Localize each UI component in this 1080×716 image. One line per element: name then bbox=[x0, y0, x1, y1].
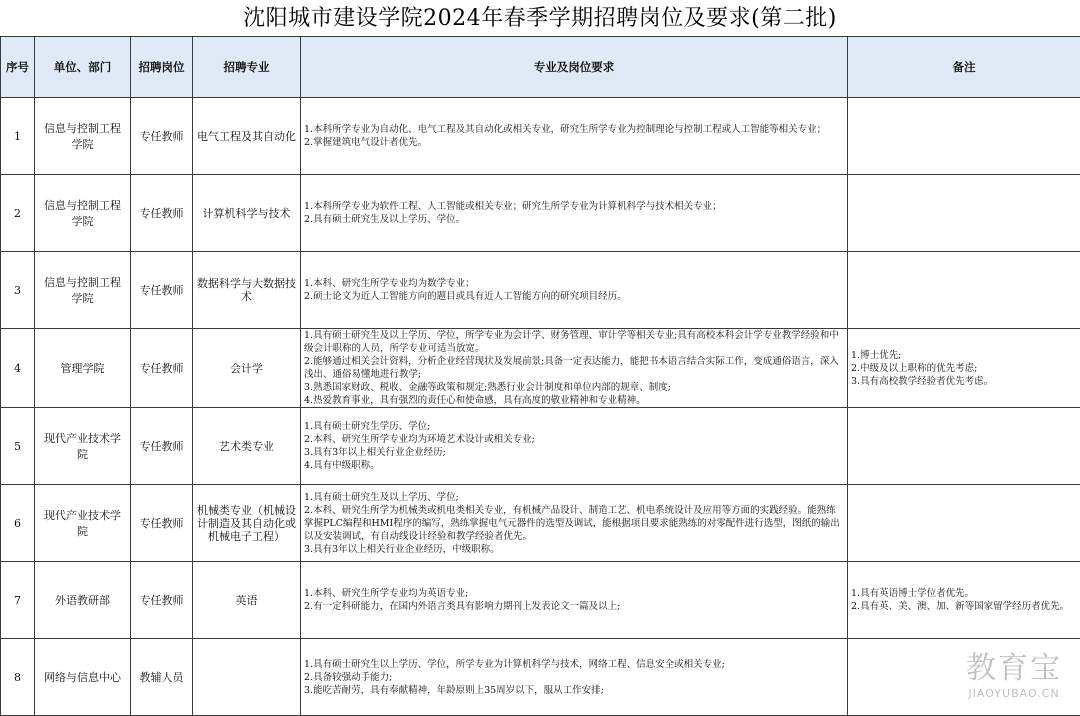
header-requirements: 专业及岗位要求 bbox=[301, 37, 848, 98]
row-major bbox=[193, 639, 301, 716]
row-requirements bbox=[301, 408, 848, 485]
row-number: 4 bbox=[1, 329, 35, 408]
requirement-line: 1.本科、研究生所学专业均为英语专业; bbox=[304, 587, 844, 600]
row-post: 专任教师 bbox=[131, 252, 193, 329]
row-number: 8 bbox=[1, 639, 35, 716]
row-requirements bbox=[301, 98, 848, 175]
row-notes bbox=[848, 485, 1080, 562]
row-dept: 信息与控制工程学院 bbox=[35, 175, 131, 252]
row-notes bbox=[848, 329, 1080, 408]
row-post: 专任教师 bbox=[131, 98, 193, 175]
row-major: 数据科学与大数据技术 bbox=[193, 252, 301, 329]
note-line: 2.中级及以上职称的优先考虑; bbox=[851, 362, 1077, 375]
row-number: 7 bbox=[1, 562, 35, 639]
row-requirements bbox=[301, 175, 848, 252]
requirement-line: 2.本科、研究生所学为机械类或机电类相关专业，有机械产品设计、制造工艺、机电系统设计及应用等方面的实践经验。能熟练掌握PLC编程和HMI程序的编写，熟练掌握电气元器件的选型及调试，能根据项目要求能熟练的对零配件进行选型，图纸的输出以及安装调试，有自动线设计经验和教学经验者优先。 bbox=[304, 504, 844, 543]
row-major: 机械类专业（机械设计制造及其自动化或机械电子工程） bbox=[193, 485, 301, 562]
requirement-line: 1.本科、研究生所学专业均为数学专业； bbox=[304, 277, 844, 290]
requirement-line: 1.具有硕士研究生及以上学历、学位; bbox=[304, 491, 844, 504]
note-line: 1.博士优先; bbox=[851, 349, 1077, 362]
row-major: 电气工程及其自动化 bbox=[193, 98, 301, 175]
requirement-line: 2.能够通过相关会计资料，分析企业经营现状及发展前景;具备一定表达能力，能把书本语言结合实际工作，变成通俗语言，深入浅出、通俗易懂地进行教学; bbox=[304, 355, 844, 381]
watermark-logo bbox=[966, 643, 1062, 700]
row-requirements bbox=[301, 562, 848, 639]
row-dept: 信息与控制工程学院 bbox=[35, 252, 131, 329]
watermark-text: 教育宝 bbox=[966, 643, 1062, 687]
row-post: 专任教师 bbox=[131, 485, 193, 562]
table-row bbox=[1, 485, 1080, 562]
row-notes bbox=[848, 408, 1080, 485]
header-notes: 备注 bbox=[848, 37, 1080, 98]
row-requirements bbox=[301, 329, 848, 408]
page-title: 沈阳城市建设学院2024年春季学期招聘岗位及要求(第二批) bbox=[0, 0, 1080, 36]
row-post: 专任教师 bbox=[131, 562, 193, 639]
requirement-line: 4.热爱教育事业，具有强烈的责任心和使命感，具有高度的敬业精神和专业精神。 bbox=[304, 394, 844, 407]
table-header-row bbox=[1, 37, 1080, 98]
row-dept: 外语教研部 bbox=[35, 562, 131, 639]
row-notes bbox=[848, 562, 1080, 639]
requirement-line: 2.具备较强动手能力; bbox=[304, 671, 844, 684]
table-row bbox=[1, 639, 1080, 716]
row-dept: 网络与信息中心 bbox=[35, 639, 131, 716]
row-number: 2 bbox=[1, 175, 35, 252]
requirement-line: 1.具有硕士研究生以上学历、学位，所学专业为计算机科学与技术，网络工程、信息安全或相关专业; bbox=[304, 658, 844, 671]
requirement-line: 4.具有中级职称。 bbox=[304, 459, 844, 472]
note-line: 2.具有英、美、澳、加、新等国家留学经历者优先。 bbox=[851, 600, 1077, 613]
recruitment-table bbox=[0, 36, 1080, 716]
requirement-line: 3.能吃苦耐劳，具有奉献精神，年龄原则上35周岁以下，服从工作安排; bbox=[304, 684, 844, 697]
row-post: 教辅人员 bbox=[131, 639, 193, 716]
row-requirements bbox=[301, 485, 848, 562]
row-number: 1 bbox=[1, 98, 35, 175]
header-no: 序号 bbox=[1, 37, 35, 98]
header-post: 招聘岗位 bbox=[131, 37, 193, 98]
note-line: 1.具有英语博士学位者优先。 bbox=[851, 587, 1077, 600]
requirement-line: 1.具有硕士研究生学历、学位; bbox=[304, 420, 844, 433]
header-major: 招聘专业 bbox=[193, 37, 301, 98]
note-line: 3.具有高校教学经验者优先考虑。 bbox=[851, 375, 1077, 388]
requirement-line: 3.熟悉国家财政、税收、金融等政策和规定;熟悉行业会计制度和单位内部的规章、制度; bbox=[304, 381, 844, 394]
requirement-line: 2.有一定科研能力，在国内外语言类具有影响力期刊上发表论文一篇及以上; bbox=[304, 600, 844, 613]
row-dept: 现代产业技术学院 bbox=[35, 408, 131, 485]
row-dept: 管理学院 bbox=[35, 329, 131, 408]
row-number: 3 bbox=[1, 252, 35, 329]
row-post: 专任教师 bbox=[131, 329, 193, 408]
row-post: 专任教师 bbox=[131, 175, 193, 252]
table-row bbox=[1, 562, 1080, 639]
requirement-line: 1.本科所学专业为自动化、电气工程及其自动化或相关专业，研究生所学专业为控制理论与控制工程或人工智能等相关专业； bbox=[304, 123, 844, 136]
requirement-line: 1.本科所学专业为软件工程、人工智能或相关专业；研究生所学专业为计算机科学与技术相关专业； bbox=[304, 200, 844, 213]
table-row bbox=[1, 408, 1080, 485]
header-dept: 单位、部门 bbox=[35, 37, 131, 98]
requirement-line: 2.具有硕士研究生及以上学历、学位。 bbox=[304, 213, 844, 226]
row-requirements bbox=[301, 639, 848, 716]
requirement-line: 3.具有3年以上相关行业企业经历; bbox=[304, 446, 844, 459]
watermark-url: JIAOYUBAO.CN bbox=[966, 687, 1062, 700]
row-major: 计算机科学与技术 bbox=[193, 175, 301, 252]
requirement-line: 2.本科、研究生所学专业均为环境艺术设计或相关专业; bbox=[304, 433, 844, 446]
table-row bbox=[1, 175, 1080, 252]
row-number: 5 bbox=[1, 408, 35, 485]
row-notes bbox=[848, 252, 1080, 329]
requirement-line: 2.掌握建筑电气设计者优先。 bbox=[304, 136, 844, 149]
row-major: 艺术类专业 bbox=[193, 408, 301, 485]
row-notes bbox=[848, 175, 1080, 252]
table-row bbox=[1, 329, 1080, 408]
row-post: 专任教师 bbox=[131, 408, 193, 485]
row-requirements bbox=[301, 252, 848, 329]
table-row bbox=[1, 98, 1080, 175]
row-notes bbox=[848, 98, 1080, 175]
row-major: 英语 bbox=[193, 562, 301, 639]
row-major: 会计学 bbox=[193, 329, 301, 408]
row-dept: 信息与控制工程学院 bbox=[35, 98, 131, 175]
row-number: 6 bbox=[1, 485, 35, 562]
requirement-line: 2.硕士论文为近人工智能方向的题目或具有近人工智能方向的研究项目经历。 bbox=[304, 290, 844, 303]
requirement-line: 3.具有3年以上相关行业企业经历，中级职称。 bbox=[304, 543, 844, 556]
row-dept: 现代产业技术学院 bbox=[35, 485, 131, 562]
table-row bbox=[1, 252, 1080, 329]
requirement-line: 1.具有硕士研究生及以上学历、学位，所学专业为会计学、财务管理、审计学等相关专业;具有高校本科会计学专业教学经验和中级会计职称的人员，所学专业可适当放宽。 bbox=[304, 329, 844, 355]
